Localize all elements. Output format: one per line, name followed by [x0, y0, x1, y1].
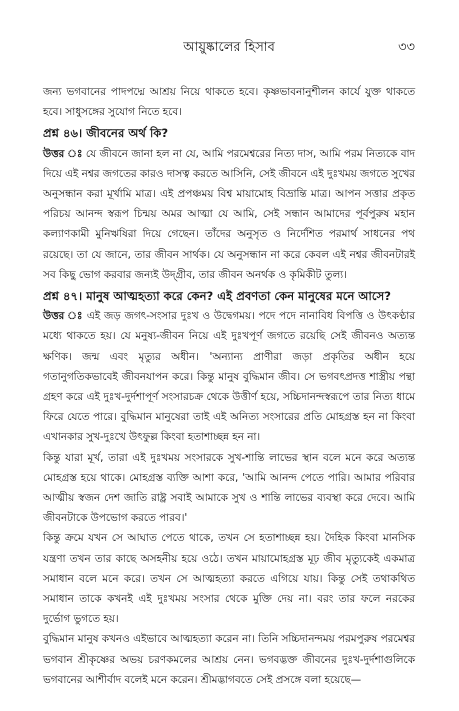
answer-46-text: যে জীবনে জানা হল না যে, আমি পরমেশ্বরের নিত্য দাস, আমি পরম নিত্যকে বাদ দিয়ে এই নশ্বর জগতের কারও দাসত্ব করতে আসিনি, সেই জীবনে এই দুঃখময় জগতে সুখের অনুসন্ধান করা মূর্খামি মাত্র। এই প্রপঞ্চময় বিশ্ব মায়ামোহ বিভ্রান্তি মাত্র। আপন সত্তার প্রকৃত পরিচয় আনন্দ স্বরূপ চিন্ময় অমর আত্মা যে আমি, সেই সন্ধান আমাদের পূর্বপুরুষ মহান কল্যাণকামী মুনিঋষিরা দিয়ে গেছেন। তাঁদের অনুসৃত ও নির্দেশিত পরমার্থ সাধনের পথ রয়েছে। তা যে জানে, তার জীবন সার্থক। যে অনুসন্ধান না করে কেবল এই নশ্বর জীবনটারই সব কিছু ভোগ করবার জন্যই উদ্‌গ্রীব, তার জীবন অনর্থক ও কৃমিকীট তুল্য। — [43, 147, 415, 281]
page-number: ৩৩ — [398, 40, 415, 55]
answer-46-lead: উত্তর ঃ — [43, 147, 83, 160]
answer-47-lead: উত্তর ঃ — [43, 310, 83, 323]
answer-47-paragraph-2: কিন্তু যারা মূর্খ, তারা এই দুঃখময় সংসারকে সুখ-শান্তি লাভের স্থান বলে মনে করে অত্যন্ত মোহগ্রস্ত হয়ে থাকে। মোহগ্রস্ত ব্যক্তি আশা করে, 'আমি আনন্দ পেতে পারি। আমার পরিবার আত্মীয় স্বজন দেশ জাতি রাষ্ট্র সবাই আমাকে সুখ ও শান্তি লাভের ব্যবস্থা করে দেবে। আমি জীবনটাকে উপভোগ করতে পারব।' — [43, 451, 415, 525]
answer-47-paragraph-3: কিন্তু ক্রমে যখন সে আঘাত পেতে থাকে, তখন সে হতাশাচ্ছন্ন হয়। দৈহিক কিংবা মানসিক যন্ত্রণা তখন তার কাছে অসহনীয় হয়ে ওঠে। তখন মায়ামোহগ্রস্ত মূঢ় জীব মৃত্যুকেই একমাত্র সমাধান বলে মনে করে। তখন সে আত্মহত্যা করতে এগিয়ে যায়। কিন্তু সেই তথাকথিত সমাধান তাকে কখনই এই দুঃখময় সংসার থেকে মুক্তি দেয় না। বরং তার ফলে নরকের দুর্ভোগ ভুগতে হয়। — [43, 532, 415, 626]
answer-46 — [43, 144, 415, 285]
page-content — [43, 82, 415, 690]
question-47: প্রশ্ন ৪৭। মানুষ আত্মহত্যা করে কেন? এই প্রবণতা কেন মানুষের মনে আসে? — [43, 289, 391, 304]
answer-47-paragraph-4: বুদ্ধিমান মানুষ কখনও এইভাবে আত্মহত্যা করেন না। তিনি সচ্চিদানন্দময় পরমপুরুষ পরমেশ্বর ভগবান শ্রীকৃষ্ণের অভয় চরণকমলের আশ্রয় নেন। ভগবদ্ভক্ত জীবনের দুঃখ-দুর্দশাগুলিকে ভগবানের আশীর্বাদ বলেই মনে করেন। শ্রীমদ্ভাগবতে সেই প্রসঙ্গে বলা হয়েছে— — [43, 633, 415, 686]
running-title: আয়ুষ্কালের হিসাব — [183, 40, 275, 55]
question-46: প্রশ্ন ৪৬। জীবনের অর্থ কি? — [43, 126, 169, 141]
page-header — [43, 34, 415, 56]
intro-paragraph: জন্য ভগবানের পাদপদ্মে আশ্রয় নিয়ে থাকতে হবে। কৃষ্ণভাবনানুশীলন কার্যে যুক্ত থাকতে হবে। সাধুসঙ্গের সুযোগ নিতে হবে। — [43, 86, 415, 119]
answer-47 — [43, 306, 415, 447]
answer-47-text: এই জড় জগৎ-সংসার দুঃখ ও উদ্বেগময়। পদে পদে নানাবিধ বিপত্তি ও উৎকণ্ঠার মধ্যে থাকতে হয়। যে মনুষ্য-জীবন নিয়ে এই দুঃখপূর্ণ জগতে রয়েছি সেই জীবনও অত্যন্ত ক্ষণিক। জন্ম এবং মৃত্যুর অধীন। 'অন্যান্য প্রাণীরা জড়া প্রকৃতির অধীন হয়ে গতানুগতিকভাবেই জীবনযাপন করে। কিন্তু মানুষ বুদ্ধিমান জীব। সে ভগবৎপ্রদত্ত শাস্ত্রীয় পন্থা গ্রহণ করে এই দুঃখ-দুর্দশাপূর্ণ সংসারচক্র থেকে উত্তীর্ণ হয়ে, সচ্চিদানন্দস্বরূপে তার নিত্য ধামে ফিরে যেতে পারে। বুদ্ধিমান মানুষেরা তাই এই অনিত্য সংসারের প্রতি মোহগ্রস্ত হন না কিংবা এখানকার সুখ-দুঃখে উৎফুল্ল কিংবা হতাশাচ্ছন্ন হন না। — [43, 310, 415, 444]
